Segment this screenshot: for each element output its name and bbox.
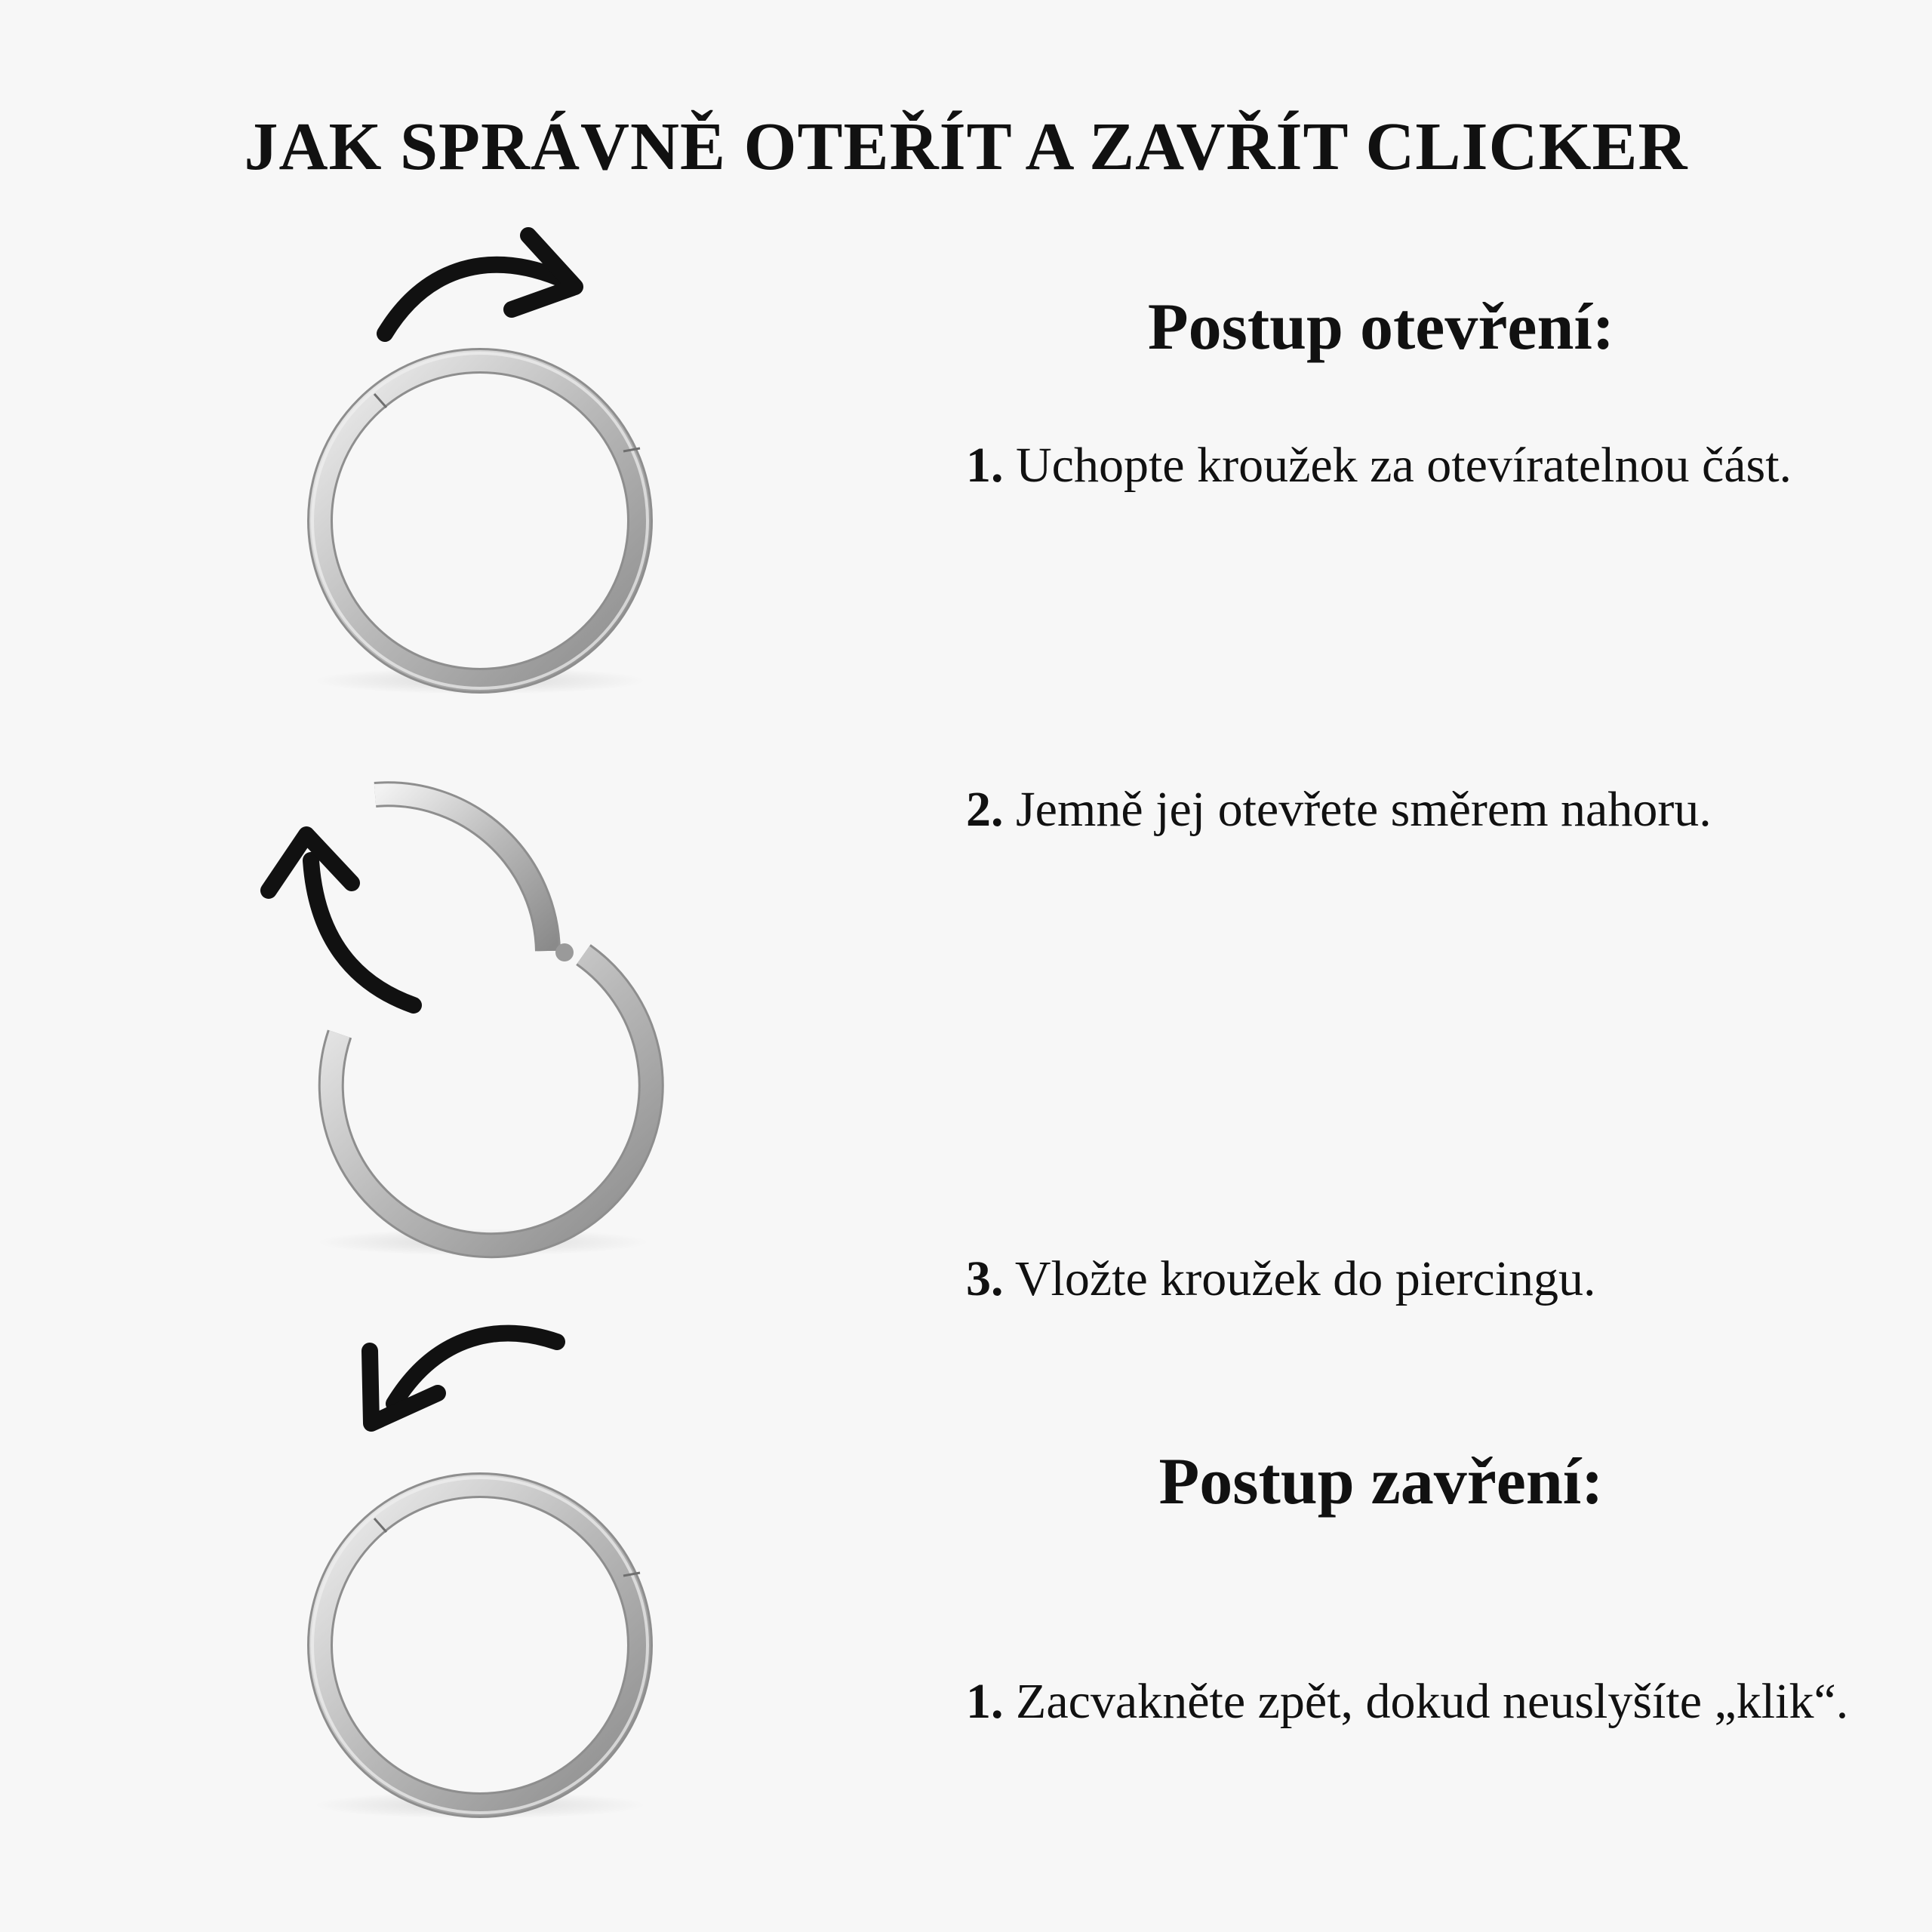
arrow-up-icon (269, 835, 414, 1005)
step-number: 3. (966, 1251, 1004, 1306)
step-text: Uchopte kroužek za otevíratelnou část. (1016, 438, 1792, 493)
closing-step-1 (966, 1668, 1887, 1736)
opening-heading: Postup otevření: (1147, 291, 1615, 364)
step-text: Jemně jej otevřete směrem nahoru. (1016, 782, 1712, 837)
arrow-counterclockwise-icon (370, 1334, 557, 1423)
step-text: Vložte kroužek do piercingu. (1014, 1251, 1596, 1306)
closed-ring-icon (312, 353, 648, 694)
page-title: JAK SPRÁVNĚ OTEŘÍT A ZAVŘÍT CLICKER (244, 109, 1688, 184)
opening-step-2 (966, 776, 1887, 844)
closed-ring-icon (312, 1478, 648, 1819)
illustrations (0, 0, 906, 1932)
closing-heading: Postup zavření: (1158, 1445, 1604, 1518)
step-number: 1. (966, 438, 1004, 493)
opened-ring-icon (317, 794, 651, 1256)
opening-step-1 (966, 432, 1887, 500)
opening-step-3 (966, 1245, 1887, 1313)
arrow-clockwise-icon (385, 235, 575, 334)
step-number: 2. (966, 782, 1004, 837)
step-number: 1. (966, 1674, 1004, 1729)
step-text: Zacvakněte zpět, dokud neuslyšíte „klik“. (1016, 1674, 1849, 1729)
